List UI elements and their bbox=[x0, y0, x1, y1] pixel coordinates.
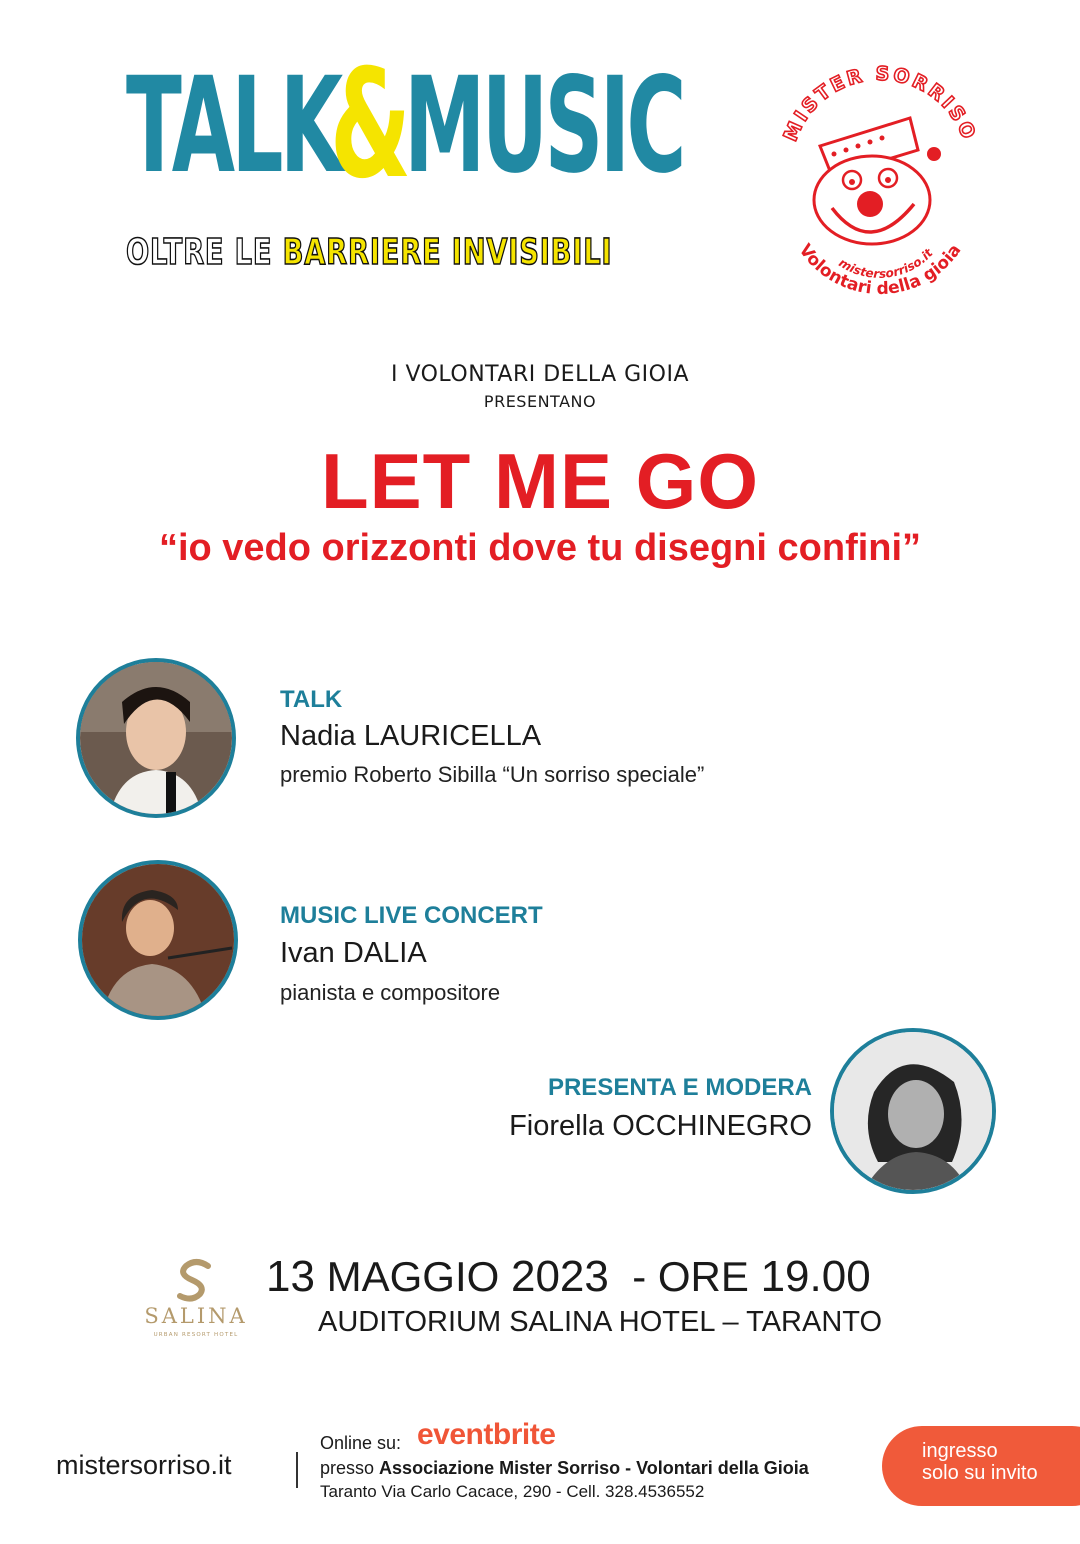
salina-name: SALINA bbox=[144, 1304, 248, 1328]
moderator-role: PRESENTA E MODERA bbox=[547, 1074, 812, 1101]
speaker-role-talk: TALK bbox=[280, 686, 343, 713]
logo-word-talk: TALK bbox=[126, 49, 340, 203]
talk-music-logo bbox=[118, 38, 683, 275]
portrait-pianist-icon bbox=[82, 864, 234, 1016]
clown-logo-icon bbox=[762, 58, 992, 308]
event-subtitle: “io vedo orizzonti dove tu disegni confini” bbox=[158, 527, 922, 569]
badge-bottom-text: Volontari della gioia bbox=[794, 240, 966, 300]
presso-organization: Associazione Mister Sorriso - Volontari della Gioia bbox=[379, 1458, 809, 1478]
speaker-name-ivan: Ivan DALIA bbox=[280, 937, 427, 969]
speaker-role-music: MUSIC LIVE CONCERT bbox=[280, 902, 543, 929]
avatar-ivan-dalia bbox=[78, 860, 238, 1020]
address-line: Taranto Via Carlo Cacace, 290 - Cell. 328.4536552 bbox=[320, 1482, 705, 1501]
logo-word-music: MUSIC bbox=[404, 49, 683, 203]
avatar-fiorella-occhinegro bbox=[830, 1028, 996, 1194]
speaker-name-nadia: Nadia LAURICELLA bbox=[280, 720, 542, 752]
logo-ampersand: & bbox=[330, 38, 408, 212]
invite-line-1: ingresso bbox=[922, 1440, 998, 1462]
eventbrite-logo[interactable]: eventbrite bbox=[417, 1418, 556, 1451]
invite-only-badge bbox=[882, 1426, 1080, 1506]
logo-tagline-part2: BARRIERE INVISIBILI bbox=[282, 232, 613, 273]
footer-divider bbox=[296, 1452, 298, 1488]
event-date-line bbox=[266, 1252, 871, 1302]
speaker-desc-nadia: premio Roberto Sibilla “Un sorriso speciale” bbox=[280, 762, 705, 787]
moderator-name: Fiorella OCCHINEGRO bbox=[509, 1110, 812, 1142]
presso-line bbox=[320, 1458, 809, 1479]
invite-line-2: solo su invito bbox=[922, 1462, 1038, 1484]
presenter-line: I VOLONTARI DELLA GIOIA bbox=[390, 362, 690, 387]
online-label: Online su: bbox=[320, 1433, 402, 1453]
logo-tagline-part1: OLTRE LE bbox=[126, 232, 273, 273]
website-link[interactable]: mistersorriso.it bbox=[56, 1450, 232, 1480]
event-day: 13 bbox=[266, 1252, 315, 1301]
speaker-desc-ivan: pianista e compositore bbox=[280, 980, 501, 1005]
portrait-moderator-icon bbox=[834, 1032, 992, 1190]
event-month: MAGGIO bbox=[326, 1253, 500, 1300]
badge-top-text: MISTER SORRISO bbox=[779, 62, 981, 145]
badge-url-text: mistersorriso.it bbox=[836, 246, 936, 281]
event-title: LET ME GO bbox=[321, 437, 759, 525]
salina-tagline: URBAN RESORT HOTEL bbox=[153, 1332, 239, 1338]
mister-sorriso-badge bbox=[762, 58, 992, 308]
logo-tagline bbox=[126, 232, 612, 273]
event-time: 19.00 bbox=[760, 1252, 871, 1301]
portrait-woman-icon bbox=[80, 662, 232, 814]
event-time-label: - ORE bbox=[632, 1253, 749, 1300]
event-venue: AUDITORIUM SALINA HOTEL – TARANTO bbox=[318, 1306, 883, 1338]
event-year: 2023 bbox=[510, 1252, 609, 1301]
salina-s-icon bbox=[138, 1258, 254, 1304]
salina-hotel-logo bbox=[138, 1258, 254, 1344]
presso-label: presso bbox=[320, 1458, 375, 1478]
presents-line: PRESENTANO bbox=[483, 392, 597, 411]
avatar-nadia-lauricella bbox=[76, 658, 236, 818]
